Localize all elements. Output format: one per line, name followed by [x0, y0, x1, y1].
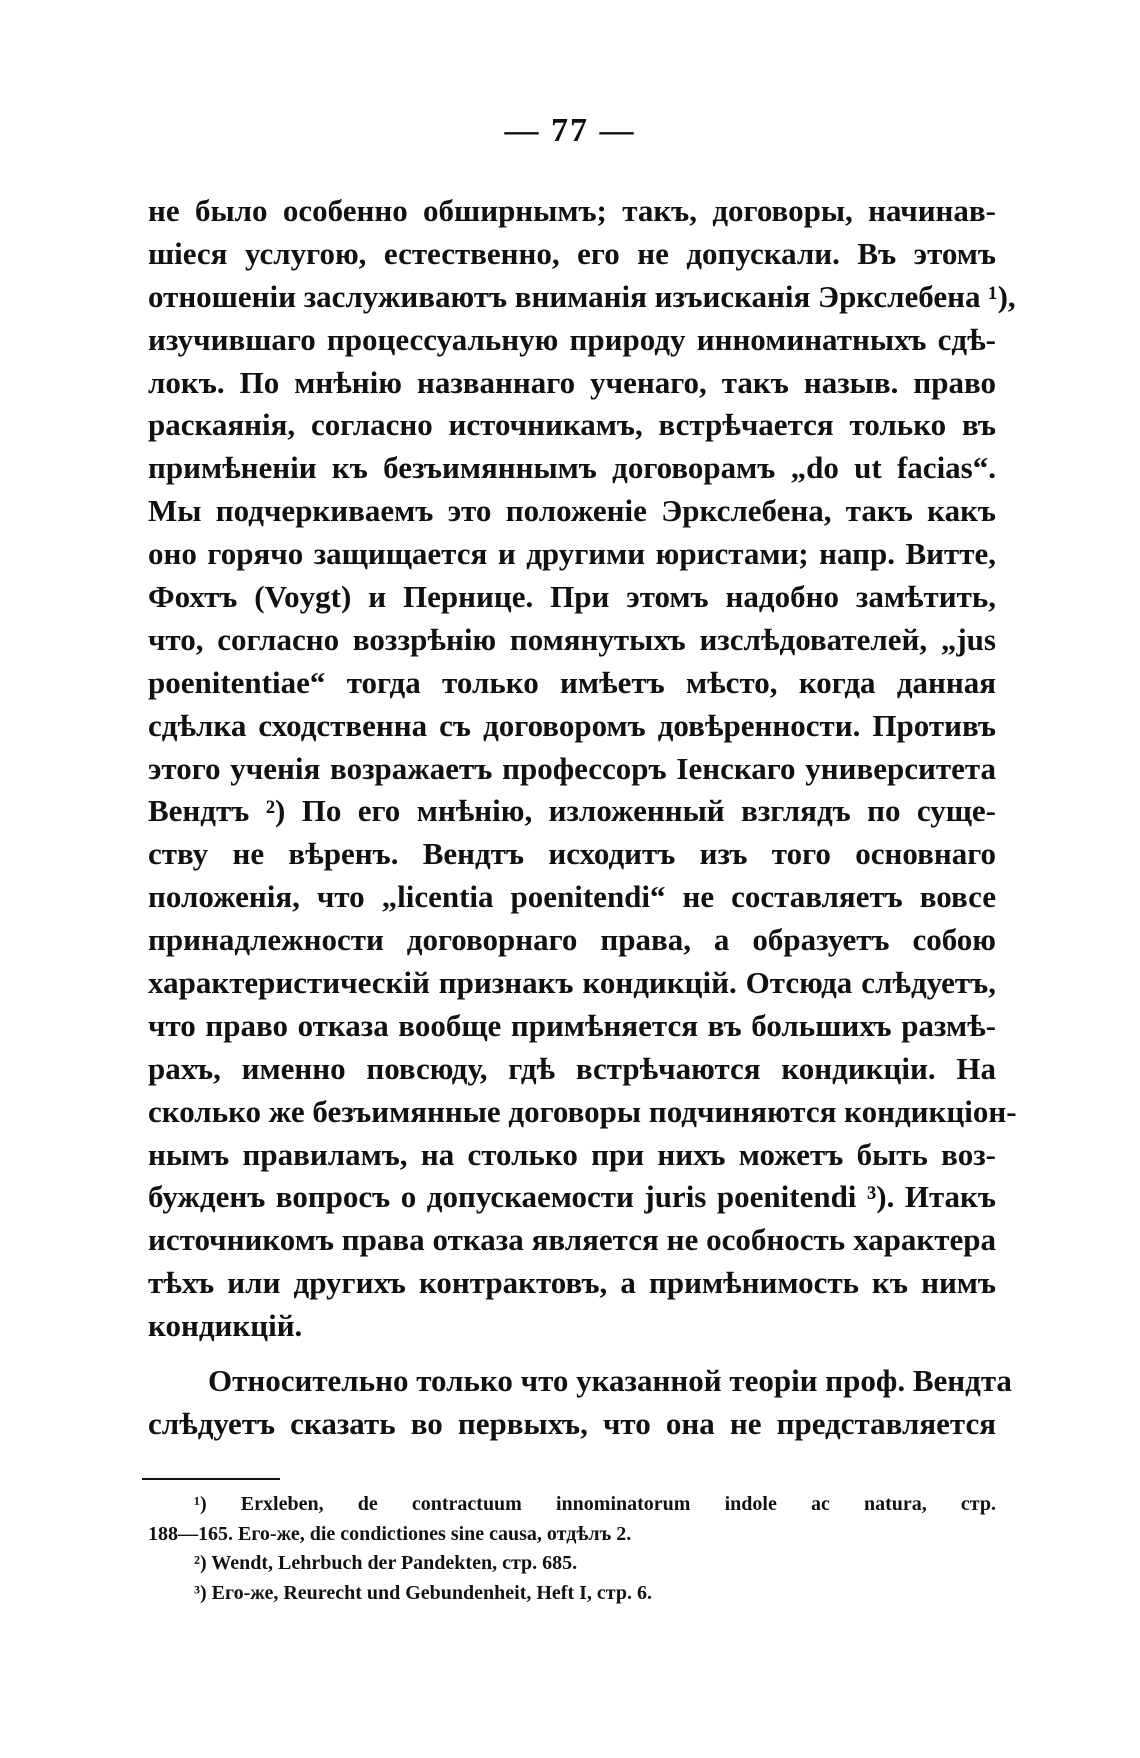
- text-line: примѣненіи къ безъимяннымъ договорамъ „do ut facias“.: [148, 450, 996, 486]
- text-line: не было особенно обширнымъ; такъ, договоры, начинав-: [148, 193, 996, 228]
- text-line: Относительно только что указанной теоріи проф. Вендта: [208, 1363, 1012, 1398]
- text-line: нымъ правиламъ, на столько при нихъ можетъ быть воз-: [148, 1136, 996, 1172]
- text-line: рахъ, именно повсюду, гдѣ встрѣчаются кондикціи. На: [148, 1050, 996, 1086]
- text-line: Фохтъ (Voygt) и Перницe. При этомъ надобно замѣтить,: [148, 579, 996, 615]
- paragraph-2: [148, 1360, 1012, 1446]
- text-line: тѣхъ или другихъ контрактовъ, а примѣнимость къ нимъ: [148, 1265, 996, 1301]
- text-line: сколько же безъимянные договоры подчиняются кондикціон-: [148, 1093, 1017, 1129]
- text-line: положенія, что „licentia poenitendi“ не составляетъ вовсе: [148, 879, 996, 915]
- text-line: этого ученія возражаетъ профессоръ Іенскаго университета: [148, 750, 996, 786]
- text-line: что право отказа вообще примѣняется въ большихъ размѣ-: [148, 1007, 996, 1043]
- text-line: изучившаго процессуальную природу инноминатныхъ сдѣ-: [148, 321, 996, 357]
- text-line: характеристическій признакъ кондикцій. Отсюда слѣдуетъ,: [148, 965, 996, 1001]
- text-line: источникомъ права отказа является не особность характера: [148, 1222, 996, 1258]
- text-line: ству не вѣренъ. Вендтъ исходитъ изъ того основнаго: [148, 836, 996, 872]
- text-line: кондикцій.: [148, 1308, 303, 1344]
- text-line: оно горячо защищается и другими юристами; напр. Витте,: [148, 536, 996, 572]
- footnotes: [148, 1490, 996, 1608]
- text-line: poenitentiae“ тогда только имѣетъ мѣсто, когда данная: [148, 664, 996, 700]
- footnote-1-line-1: ¹) Erxleben, de contractuum innominatorum indole ac natura, стр.: [194, 1493, 996, 1515]
- text-line: бужденъ вопросъ о допускаемости juris poenitendi ³). Итакъ: [148, 1179, 996, 1215]
- page-number: — 77 —: [504, 112, 636, 149]
- text-line: что, согласно воззрѣнію помянутыхъ изслѣдователей, „jus: [148, 621, 996, 657]
- text-line: Мы подчеркиваемъ это положеніе Эркслебена, такъ какъ: [148, 493, 996, 529]
- text-line: слѣдуетъ сказать во первыхъ, что она не представляется: [148, 1405, 996, 1441]
- footnote-1-line-2: 188—165. Его-же, die condictiones sine causa, отдѣлъ 2.: [148, 1522, 632, 1545]
- paragraph-1: [148, 190, 1017, 1348]
- footnote-3: ³) Его-же, Reurecht und Gebundenheit, Heft I, стр. 6.: [194, 1581, 652, 1604]
- text-line: шіеся услугою, естественно, его не допускали. Въ этомъ: [148, 235, 996, 271]
- text-line: раскаянія, согласно источникамъ, встрѣчается только въ: [148, 407, 996, 443]
- text-line: принадлежности договорнаго права, а образуетъ собою: [148, 922, 996, 958]
- footnote-2: ²) Wendt, Lehrbuch der Pandekten, стр. 685.: [194, 1552, 578, 1574]
- text-line: сдѣлка сходственна съ договоромъ довѣренности. Противъ: [148, 707, 996, 743]
- text-line: отношеніи заслуживаютъ вниманія изъисканія Эркслебена ¹),: [148, 278, 1016, 314]
- footnote-divider: [142, 1478, 280, 1480]
- text-line: Вендтъ ²) По его мнѣнію, изложенный взглядъ по суще-: [148, 793, 996, 829]
- text-line: локъ. По мнѣнію названнаго ученаго, такъ назыв. право: [148, 364, 996, 400]
